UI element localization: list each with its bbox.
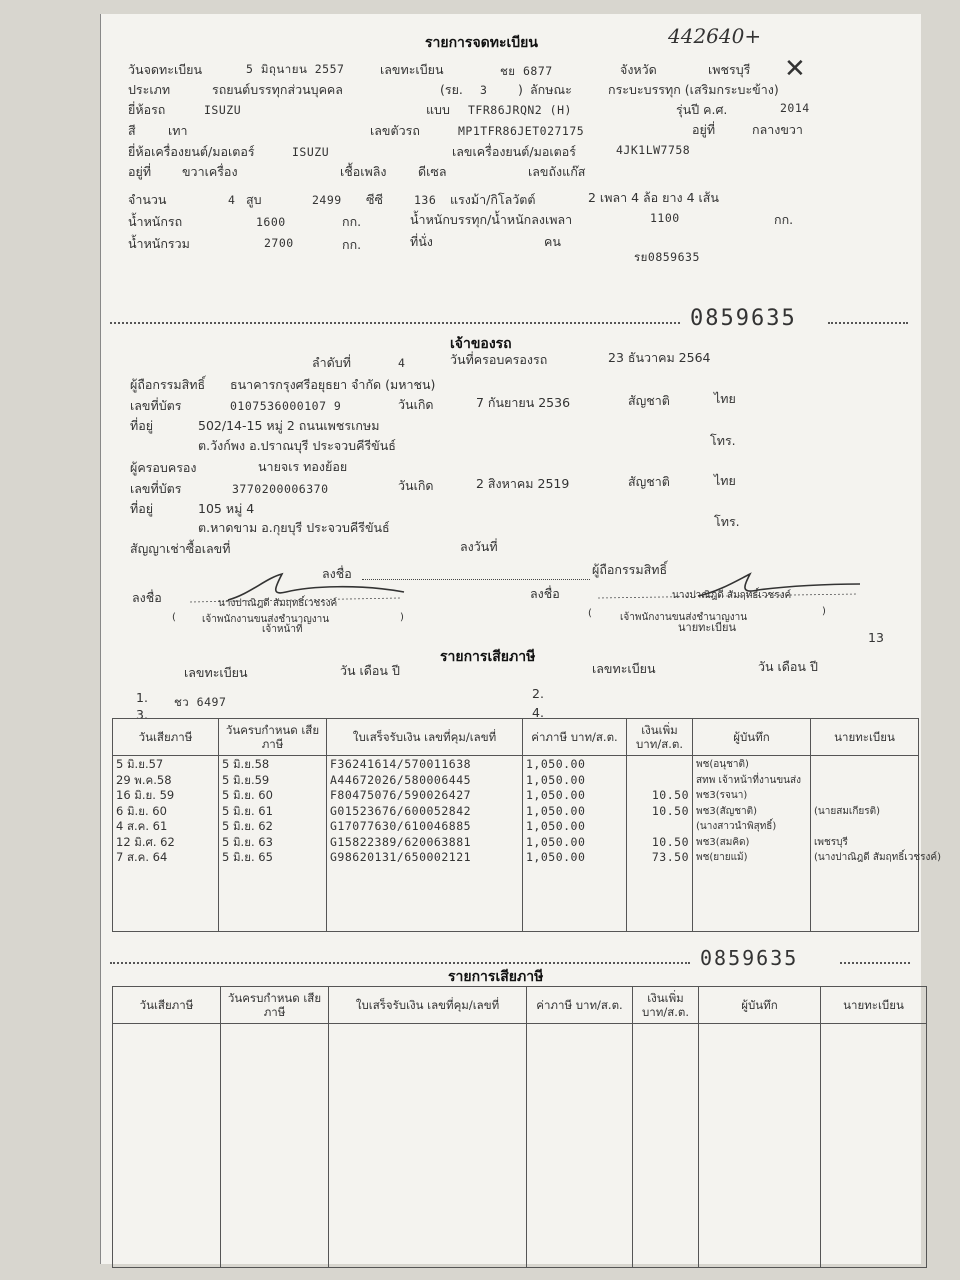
registrar-sign-label: ลงชื่อ [530, 586, 560, 601]
due-date-row-5: 5 มิ.ย. 62 [222, 819, 273, 833]
tax-date-row-7: 7 ส.ค. 64 [116, 850, 168, 864]
total-weight-unit: กก. [342, 237, 362, 252]
possession-date: 23 ธันวาคม 2564 [608, 350, 711, 365]
registrar-row-7: (นางปาณิฎดี สัมฤทธิ์เวชรงค์) [814, 852, 941, 863]
fuel-label: เชื้อเพลิง [340, 164, 387, 179]
recorder-row-7: พช(ยายแม้) [696, 852, 748, 863]
registrar-row-1 [814, 757, 915, 773]
officer-sign-label: ลงชื่อ [132, 590, 162, 605]
rs-label: (รย. [440, 82, 463, 97]
receipt-cells [327, 756, 523, 932]
tax-amount-row-4: 1,050.00 [526, 803, 586, 818]
body-style: กระบะบรรทุก (เสริมกระบะข้าง) [608, 82, 779, 97]
recorder-row-4: พช3(สัญชาติ) [696, 805, 758, 817]
header2-tax-amount: ค่าภาษี บาท/ส.ต. [527, 987, 633, 1024]
empty-cell [821, 1024, 927, 1268]
old-plate-row-1-no: 1. [136, 690, 148, 705]
horsepower: 136 [414, 193, 437, 207]
load-label: น้ำหนักบรรทุก/น้ำหนักลงเพลา [410, 212, 573, 227]
load: 1100 [650, 211, 680, 225]
perforation-line-end [828, 322, 908, 324]
possessor-id: 3770200006370 [232, 482, 329, 496]
tax-date-row-6: 12 มิ.ศ. 62 [116, 834, 175, 849]
holder-nationality: ไทย [714, 391, 736, 406]
due-date-row-4: 5 มิ.ย. 61 [222, 803, 273, 818]
vehicle-type: รถยนต์บรรทุกส่วนบุคคล [212, 82, 343, 97]
engine-brand-label: ยี่ห้อเครื่องยนต์/มอเตอร์ [128, 144, 255, 159]
officer-position: เจ้าพนักงานขนส่งชำนาญงาน [202, 614, 330, 625]
surcharge-row-3: 10.50 [651, 788, 689, 802]
header2-due-date: วันครบกำหนด เสียภาษี [221, 987, 329, 1024]
empty-cell [633, 1024, 699, 1268]
holder-nationality-label: สัญชาติ [628, 393, 670, 408]
model: TFR86JRQN2 (H) [468, 103, 572, 117]
tax-date-row-4: 6 มิ.ย. 60 [116, 803, 167, 818]
chassis-position-label: อยู่ที่ [692, 122, 716, 137]
tax-amount-row-5: 1,050.00 [526, 819, 586, 833]
header-recorder: ผู้บันทึก [693, 719, 811, 756]
quantity-label: จำนวน [128, 192, 167, 207]
seats-label: ที่นั่ง [410, 234, 433, 249]
empty-cell [221, 1024, 329, 1268]
header-receipt: ใบเสร็จรับเงิน เลขที่คุม/เลขที่ [327, 719, 523, 756]
due-date-row-2: 5 มิ.ย.59 [222, 772, 270, 787]
possessor-address-2: ต.หาดขาม อ.กุยบุรี ประจวบคีรีขันธ์ [198, 520, 390, 535]
due-date-cells [219, 756, 327, 932]
reg-date: 5 มิถุนายน 2557 [246, 62, 345, 76]
type-label: ประเภท [128, 82, 171, 97]
contract-date-label: ลงวันที่ [460, 539, 498, 554]
old-date-col-left: วัน เดือน ปี [340, 663, 400, 678]
empty-cell [113, 1024, 221, 1268]
amount-cells [523, 756, 627, 932]
due-date-row-1: 5 มิ.ย.58 [222, 757, 270, 771]
holder-sign-title: ผู้ถือกรรมสิทธิ์ [592, 562, 668, 577]
holder-id: 0107536000107 9 [230, 399, 342, 413]
receipt-number-row-1: F36241614/570011638 [330, 757, 472, 771]
registrar-name: นางปาณิฎดี สัมฤทธิ์เวชรงค์ [672, 590, 792, 601]
year-label: รุ่นปี ค.ศ. [676, 102, 728, 117]
possession-date-label: วันที่ครอบครองรถ [450, 352, 548, 367]
tax-date-row-3: 16 มิ.ย. 59 [116, 788, 175, 802]
chassis-number: MP1TFR86JET027175 [458, 124, 585, 138]
plate-label: เลขทะเบียน [380, 62, 444, 77]
old-plate-col-left: เลขทะเบียน [184, 665, 248, 680]
chassis-label: เลขตัวรถ [370, 123, 420, 138]
holder-sign-label: ลงชื่อ [322, 566, 352, 581]
model-label: แบบ [426, 102, 450, 117]
surcharge-row-4: 10.50 [651, 803, 689, 818]
header2-tax-date: วันเสียภาษี [113, 987, 221, 1024]
holder-tel-label: โทร. [710, 433, 736, 448]
possessor-nationality: ไทย [714, 473, 736, 488]
fuel: ดีเซล [418, 164, 447, 179]
receipt-number-row-3: F80475076/590026427 [330, 788, 472, 802]
reg-date-label: วันจดทะเบียน [128, 62, 203, 77]
holder-id-label: เลขที่บัตร [130, 398, 182, 413]
recorder-row-2: สทพ เจ้าหน้าที่งานขนส่ง [696, 774, 801, 786]
registrar-row-5 [814, 819, 915, 835]
tax-table [112, 718, 941, 932]
surcharge-row-6: 10.50 [651, 834, 689, 849]
tax-date-row-2: 29 พ.ค.58 [116, 772, 172, 787]
registrar-paren-close: ) [822, 606, 826, 617]
officer-name: นางปาณิฎดี สัมฤทธิ์เวชรงค์ [218, 598, 338, 609]
gas-tank-label: เลขถังแก๊ส [528, 164, 586, 179]
surcharge-row-2 [630, 773, 689, 789]
page-number: 13 [868, 630, 884, 645]
recorder-row-5: (นางสาวนำพิสุทธิ์) [696, 821, 777, 832]
handwritten-number: 442640+ [668, 24, 762, 48]
old-plate-row-4-no: 4. [532, 705, 544, 720]
registrar-position: เจ้าพนักงานขนส่งชำนาญงาน [620, 612, 748, 623]
plate: ชย 6877 [500, 64, 553, 78]
receipt-number-row-4: G01523676/600052842 [330, 803, 472, 818]
tax-title: รายการเสียภาษี [440, 649, 536, 665]
engine-number-label: เลขเครื่องยนต์/มอเตอร์ [452, 144, 576, 159]
perforation-line-2-end [840, 962, 910, 964]
header2-recorder: ผู้บันทึก [699, 987, 821, 1024]
style-label: ลักษณะ [530, 82, 572, 97]
possessor-birth-label: วันเกิด [398, 478, 434, 493]
owner-title: เจ้าของรถ [450, 336, 512, 352]
tax-amount-row-7: 1,050.00 [526, 850, 586, 864]
tax-amount-row-1: 1,050.00 [526, 757, 586, 771]
registrar-paren: ( [588, 608, 592, 619]
total-weight-label: น้ำหนักรวม [128, 236, 190, 251]
order-label: ลำดับที่ [312, 355, 351, 370]
old-plate-col-right: เลขทะเบียน [592, 661, 656, 676]
brand: ISUZU [204, 103, 242, 117]
header-surcharge: เงินเพิ่ม บาท/ส.ต. [627, 719, 693, 756]
contract-label: สัญญาเช่าซื้อเลขที่ [130, 541, 231, 556]
tax-date-row-5: 4 ส.ค. 61 [116, 819, 168, 833]
engine-position-label: อยู่ที่ [128, 164, 152, 179]
old-plate-row-3-no: 3. [136, 707, 148, 722]
registrar-row-4: (นายสมเกียรติ) [814, 805, 881, 817]
brand-label: ยี่ห้อรถ [128, 102, 166, 117]
tax-amount-row-6: 1,050.00 [526, 834, 586, 849]
weight: 1600 [256, 215, 286, 229]
registrar-row-2 [814, 773, 915, 789]
surcharge-cells [627, 756, 693, 932]
surcharge-row-1 [630, 757, 689, 773]
axles: 2 เพลา 4 ล้อ ยาง 4 เส้น [588, 190, 719, 205]
tax-date-cells [113, 756, 219, 932]
recorder-row-1: พช(อนุชาติ) [696, 759, 749, 770]
registration-title: รายการจดทะเบียน [425, 35, 538, 51]
header-registrar: นายทะเบียน [811, 719, 919, 756]
load-unit: กก. [774, 212, 794, 227]
serial-number-2: 0859635 [700, 946, 799, 970]
engine-number: 4JK1LW7758 [616, 143, 691, 157]
header2-registrar: นายทะเบียน [821, 987, 927, 1024]
holder-name: ธนาคารกรุงศรีอยุธยา จำกัด (มหาชน) [230, 377, 436, 392]
registrar-role: นายทะเบียน [678, 621, 737, 634]
book-number: รย0859635 [634, 250, 700, 264]
header-tax-date: วันเสียภาษี [113, 719, 219, 756]
officer-role: เจ้าหน้าที่ [262, 624, 303, 635]
engine-brand: ISUZU [292, 145, 330, 159]
weight-unit: กก. [342, 214, 362, 229]
tax-title-2: รายการเสียภาษี [448, 969, 544, 985]
serial-number: 0859635 [690, 306, 797, 331]
possessor-id-label: เลขที่บัตร [130, 481, 182, 496]
cross-mark-icon: ✕ [784, 54, 806, 84]
color: เทา [168, 123, 188, 138]
weight-label: น้ำหนักรถ [128, 214, 183, 229]
surcharge-row-5 [630, 819, 689, 835]
model-year: 2014 [780, 101, 810, 115]
possessor-nationality-label: สัญชาติ [628, 474, 670, 489]
possessor-tel-label: โทร. [714, 514, 740, 529]
horsepower-unit: แรงม้า/กิโลวัตต์ [450, 192, 536, 207]
rs-close: ) [518, 82, 523, 97]
holder-birth: 7 กันยายน 2536 [476, 395, 571, 410]
empty-cell [527, 1024, 633, 1268]
cylinders-unit: สูบ [246, 192, 262, 207]
receipt-number-row-6: G15822389/620063881 [330, 834, 472, 849]
registrar-row-6: เพชรบุรี [814, 836, 848, 848]
holder-label: ผู้ถือกรรมสิทธิ์ [130, 377, 206, 392]
header-due-date: วันครบกำหนด เสียภาษี [219, 719, 327, 756]
receipt-number-row-5: G17077630/610046885 [330, 819, 472, 833]
registrar-cells [811, 756, 941, 932]
recorder-row-6: พช3(สมคิด) [696, 836, 750, 848]
registrar-row-3 [814, 788, 915, 804]
officer-paren-close: ) [400, 612, 404, 623]
old-plate-row-1: ชว 6497 [174, 695, 227, 709]
engine-position: ขวาเครื่อง [182, 164, 238, 179]
surcharge-row-7: 73.50 [651, 850, 689, 864]
perforation-line-2 [110, 962, 690, 964]
seats-unit: คน [544, 234, 561, 249]
tax-amount-row-2: 1,050.00 [526, 772, 586, 787]
receipt-number-row-7: G98620131/650002121 [330, 850, 472, 864]
province: เพชรบุรี [708, 62, 751, 77]
possessor-address-label: ที่อยู่ [130, 501, 154, 516]
rs-number: 3 [480, 83, 488, 97]
empty-cell [329, 1024, 527, 1268]
due-date-row-3: 5 มิ.ย. 60 [222, 788, 273, 802]
cc-unit: ซีซี [366, 192, 383, 207]
holder-address-2: ต.วังก์พง อ.ปราณบุรี ประจวบคีรีขันธ์ [198, 438, 396, 453]
holder-address-1: 502/14-15 หมู่ 2 ถนนเพชรเกษม [198, 418, 380, 433]
old-plate-row-2-no: 2. [532, 686, 544, 701]
receipt-number-row-2: A44672026/580006445 [330, 772, 472, 787]
cylinders: 4 [228, 193, 236, 207]
color-label: สี [128, 123, 136, 138]
header2-surcharge: เงินเพิ่ม บาท/ส.ต. [633, 987, 699, 1024]
recorder-row-3: พช3(รจนา) [696, 790, 748, 801]
due-date-row-7: 5 มิ.ย. 65 [222, 850, 273, 864]
old-date-col-right: วัน เดือน ปี [758, 659, 818, 674]
tax-date-row-1: 5 มิ.ย.57 [116, 757, 164, 771]
possessor-label: ผู้ครอบครอง [130, 460, 197, 475]
order-number: 4 [398, 356, 406, 370]
empty-cell [699, 1024, 821, 1268]
total-weight: 2700 [264, 236, 294, 250]
possessor-name: นายจเร ทองย้อย [258, 459, 348, 474]
tax-table-2 [112, 986, 927, 1268]
possessor-address-1: 105 หมู่ 4 [198, 501, 255, 516]
recorder-cells [693, 756, 811, 932]
officer-paren: ( [172, 612, 176, 623]
possessor-birth: 2 สิงหาคม 2519 [476, 476, 570, 491]
province-label: จังหวัด [620, 62, 657, 77]
tax-amount-row-3: 1,050.00 [526, 788, 586, 802]
holder-birth-label: วันเกิด [398, 397, 434, 412]
holder-address-label: ที่อยู่ [130, 418, 154, 433]
header-tax-amount: ค่าภาษี บาท/ส.ต. [523, 719, 627, 756]
header2-receipt: ใบเสร็จรับเงิน เลขที่คุม/เลขที่ [329, 987, 527, 1024]
perforation-line [110, 322, 680, 324]
due-date-row-6: 5 มิ.ย. 63 [222, 834, 273, 849]
cc: 2499 [312, 193, 342, 207]
chassis-position: กลางขวา [752, 122, 803, 137]
